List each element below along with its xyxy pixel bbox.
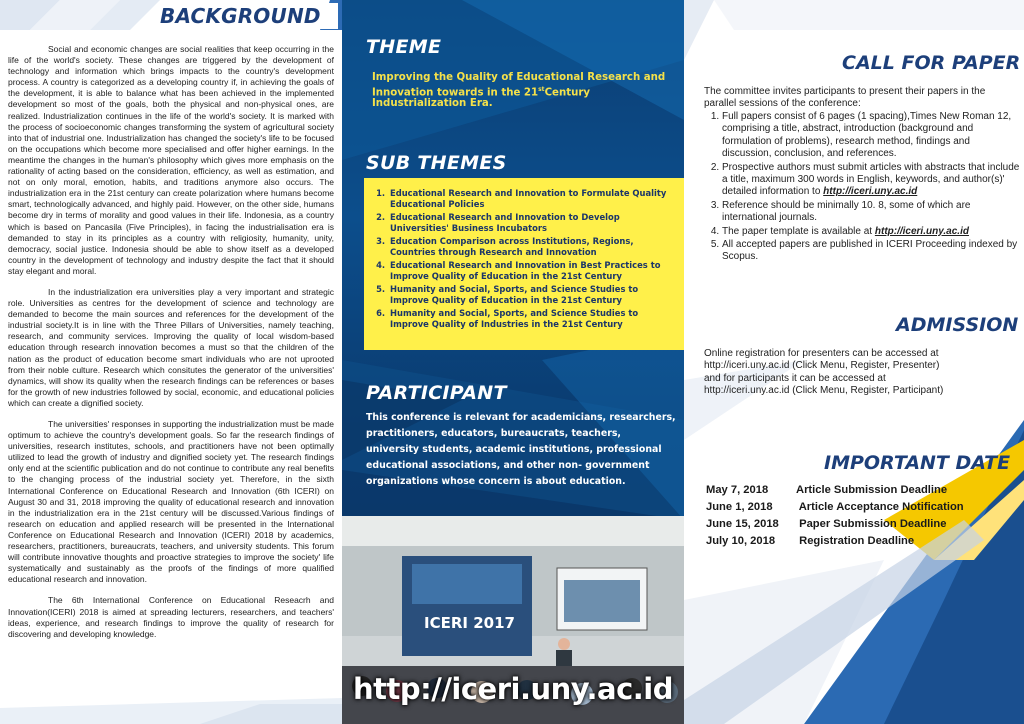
sub-themes-box [364,178,684,350]
call-for-paper-intro: The committee invites participants to present their papers in the parallel sessions of the conference: [704,86,986,110]
cfp-item-text: The paper template is available at [722,225,875,237]
cfp-item-text: Reference should be minimally 10. 8, some of which are international journals. [722,199,971,224]
date-row [706,499,1006,516]
cfp-link[interactable]: http://iceri.uny.ac.id [874,225,969,237]
date-event: Article Acceptance Notification [796,501,964,513]
important-date-list [706,482,1006,550]
participant-text: This conference is relevant for academicians, researchers, practitioners, educators, bureaucrats, teachers, university students, academic institutions, professional educational associations, and other non- government organizations whose concern is about education. [366,412,676,487]
date-value: July 10, 2018 [706,535,776,547]
theme-text-part: Century Industrialization Era. [372,86,590,110]
date-value: June 1, 2018 [706,501,773,513]
date-row [706,533,1006,550]
photo-banner-text: ICERI 2017 [424,614,515,632]
background-panel [0,0,342,724]
call-for-paper-list [704,111,1022,265]
background-paragraph: In the industrialization era universities play a very important and strategic role. Universities as centres for the development of science and technology are demanded to become the main sources and references for the development of the industrial society.It is in line with the Three Pillars of Universities, namely teaching, research, and community services. Improving the quality of local wisdom-based education through research innovation becomes a must so that the children of the nation as the product of education become smart individuals who are not uprooted from their noble culture. Research which consitutes the generator of the universities' dynamics, will show its quality when the research findings can be references or bases for the growth of new industries followed by social, economic, and educational policies which can create a dignified society. [8,286,334,408]
date-value: May 7, 2018 [706,484,769,496]
sub-theme-item: 5. Humanity and Social, Sports, and Science Studies to Improve Quality of Education in the 21st Century [388,284,674,307]
cfp-item-text: Full papers consist of 6 pages (1 spacing),Times New Roman 12, comprising a title, abstract, introduction (background and formulation of problems), research method, findings and discussion, conclusion, and references. [722,111,1012,160]
sub-theme-item: 6. Humanity and Social, Sports, and Science Studies to Improve Quality of Industries in the 21st Century [388,308,674,331]
theme-panel [342,0,684,724]
participant-title: PARTICIPANT [366,382,507,404]
admission-text [704,348,1014,398]
date-row [706,482,1006,499]
date-value: June 15, 2018 [706,518,779,530]
date-event: Registration Deadline [796,535,915,547]
bottom-stripes [0,694,342,724]
sub-themes-title: SUB THEMES [366,152,507,174]
info-panel [684,0,1024,724]
theme-text [372,72,672,110]
cfp-link[interactable]: http://iceri.uny.ac.id [823,186,918,198]
background-paragraph: The 6th International Conference on Educational Reseacrh and Innovation(ICERI) 2018 is aimed at spreading lecturers, researchers, and teachers' ideas, experience, and research findings to improve the quality of research for discovering and developing knowledge. [8,595,334,639]
background-body [8,44,334,640]
theme-title: THEME [366,36,442,58]
call-for-paper-title: CALL FOR PAPER [842,52,1021,74]
admission-title: ADMISSION [896,314,1019,336]
cfp-item-text: Prospective authors must submit articles with abstracts that include a title, maximum 300 words in English, keywords, and author(s)' detailed information to [722,161,1020,198]
cfp-item [722,200,1022,225]
cfp-item [722,111,1022,161]
admission-line: and for participants it can be accessed at [704,372,886,384]
background-paragraph: The universities' responses in supporting the industrialization must be made optimum to achieve the country's development goals. So far the research findings of universities, research institutes, schools, and practitioners have not been optimally utilized to lead the growth of industry and dignified society yet. The research findings only end at the scientific publication and do not continue to contribute any real benefits to the changing process of the industrial society yet. Therefore, in the sixth International Conference on Educational Research and Innovation (6th ICERI) on August 30 and 31, 2018 improving the quality of educational research and innovation in the industrialization era in the 21st century will be discussed.Various findings of research on education and applied research will be presented in the International Conference on Educational Research and Innovation (ICERI) 2018 by academics, researchers, practitioners, bureaucrats, teachers, and university students. This forum will contribute innovative thoughts and proactive strategies to improve the society' life systematically and sustainably as the proofs of the findings of more qualified educational research and innovation. [8,419,334,585]
sub-theme-item: 3. Education Comparison across Institutions, Regions, Countries through Research and Innovation [388,236,674,259]
theme-text-sup: st [538,85,545,93]
cfp-item-text: All accepted papers are published in ICERI Proceeding indexed by Scopus. [722,239,1018,263]
background-title: BACKGROUND [160,3,338,29]
date-row [706,516,1006,533]
theme-text-part: Improving the Quality of Educational Research and Innovation towards in the 21 [372,72,666,98]
cfp-item [722,162,1022,199]
background-paragraph: Social and economic changes are social realities that keep occurring in the life of the world's society. These changes are triggered by the development of technology and information which brings impacts to the country's development process. A country is categorized as a developing country if, in achieving the goals of the development, it is able to balance what has been achieved in the implemented development so most of the goals, both the physical and non-physical ones, are realized. Industrialization continues in the life of the world's society. It is marked with the process of socioeconomic changes transforming the system of agricultural society into that of industrial one. Industrialization has changed the society's life to be focused on the occupations which become more specialised and offer higher earnings. In the meantime the changes in the human's philosophy which gives more emphasis on the rationality of acting based on the consideration, efficiency, as well as estimation, and not on only moral, emotion, habits, and traditions anymore also occurs. The industrialization era in the 21st century can create polarization where humans become smart, technologically advanced, and highly paid. However, on the other side, humans become dry in terms of morality and good values in their life. Indonesia, as a country which is based on Pancasila (Five Principles), in facing the industrialisation era is demanded to stay in its principles as a country with religiosity, humanity, unity, democracy, social justice. Indonesia should be able to show itself as a developed country in the development of technology and industry despite the fact that it should stay elegant and moral. [8,44,334,276]
cfp-item [722,226,1022,238]
sub-theme-item: 1. Educational Research and Innovation to Formulate Quality Educational Policies [388,188,674,211]
sub-themes-list [364,178,684,331]
important-date-title: IMPORTANT DATE [824,452,1011,474]
admission-line: http://iceri.uny.ac.id (Click Menu, Register, Presenter) [704,360,940,372]
website-url[interactable]: http://iceri.uny.ac.id [353,672,673,706]
date-event: Article Submission Deadline [796,484,948,496]
date-event: Paper Submission Deadline [796,518,947,530]
admission-line: http://iceri.uny.ac.id (Click Menu, Register, Participant) [704,385,944,397]
sub-theme-item: 4. Educational Research and Innovation in Best Practices to Improve Quality of Education in the 21st Century [388,260,674,283]
cfp-item [722,239,1022,264]
admission-line: Online registration for presenters can be accessed at [704,348,939,359]
sub-theme-item: 2. Educational Research and Innovation to Develop Universities' Business Incubators [388,212,674,235]
